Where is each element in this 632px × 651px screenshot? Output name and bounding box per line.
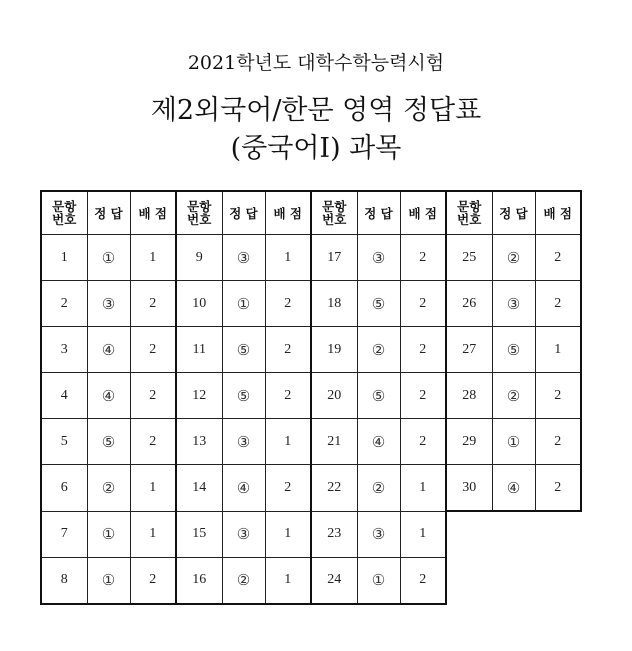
points: 2: [265, 465, 311, 512]
question-number: 20: [311, 373, 357, 419]
header-question-number: [311, 191, 357, 235]
header-number-line2: 번호: [52, 212, 77, 227]
header-number-line1: 문항: [187, 199, 212, 214]
correct-answer: ②: [357, 327, 400, 373]
correct-answer: ③: [222, 419, 265, 465]
question-number: 1: [41, 235, 87, 281]
points: 2: [535, 373, 581, 419]
header-points: 배 점: [130, 191, 176, 235]
question-number: 11: [176, 327, 222, 373]
correct-answer: ②: [492, 373, 535, 419]
points: 1: [265, 235, 311, 281]
question-number: 3: [41, 327, 87, 373]
question-number: 7: [41, 511, 87, 557]
correct-answer: ④: [87, 373, 130, 419]
question-number: 10: [176, 281, 222, 327]
points: 2: [130, 327, 176, 373]
header-answer: 정 답: [87, 191, 130, 235]
correct-answer: ③: [492, 281, 535, 327]
header-question-number: [446, 191, 492, 235]
points: 2: [130, 557, 176, 604]
header-points: 배 점: [400, 191, 446, 235]
question-number: 26: [446, 281, 492, 327]
answer-key-table: [40, 190, 582, 605]
points: 2: [535, 281, 581, 327]
correct-answer: ④: [87, 327, 130, 373]
correct-answer: ③: [87, 281, 130, 327]
empty-area: [446, 557, 581, 604]
points: 2: [400, 281, 446, 327]
answer-table-body: [41, 235, 581, 604]
correct-answer: ①: [87, 235, 130, 281]
points: 2: [400, 419, 446, 465]
points: 1: [265, 511, 311, 557]
question-number: 19: [311, 327, 357, 373]
question-number: 16: [176, 557, 222, 604]
points: 2: [400, 557, 446, 604]
question-number: 13: [176, 419, 222, 465]
points: 2: [265, 281, 311, 327]
points: 1: [400, 465, 446, 512]
points: 2: [535, 419, 581, 465]
question-number: 27: [446, 327, 492, 373]
correct-answer: ②: [87, 465, 130, 512]
question-number: 12: [176, 373, 222, 419]
table-row: [41, 327, 581, 373]
points: 2: [535, 465, 581, 512]
subject-title: (중국어Ⅰ) 과목: [230, 133, 402, 164]
points: 1: [535, 327, 581, 373]
question-number: 4: [41, 373, 87, 419]
table-row: [41, 557, 581, 604]
points: 2: [130, 281, 176, 327]
question-number: 24: [311, 557, 357, 604]
correct-answer: ⑤: [222, 327, 265, 373]
correct-answer: ③: [222, 235, 265, 281]
header-row: [41, 191, 581, 235]
question-number: 6: [41, 465, 87, 512]
table-row: [41, 511, 581, 557]
question-number: 22: [311, 465, 357, 512]
correct-answer: ②: [492, 235, 535, 281]
points: 2: [535, 235, 581, 281]
header-number-line1: 문항: [322, 199, 347, 214]
correct-answer: ⑤: [87, 419, 130, 465]
correct-answer: ⑤: [357, 281, 400, 327]
correct-answer: ④: [357, 419, 400, 465]
correct-answer: ⑤: [357, 373, 400, 419]
correct-answer: ①: [87, 511, 130, 557]
correct-answer: ③: [222, 511, 265, 557]
header-points: 배 점: [535, 191, 581, 235]
header-question-number: [176, 191, 222, 235]
question-number: 30: [446, 465, 492, 512]
table-row: [41, 373, 581, 419]
correct-answer: ②: [222, 557, 265, 604]
points: 2: [130, 419, 176, 465]
header-points: 배 점: [265, 191, 311, 235]
correct-answer: ①: [492, 419, 535, 465]
header-answer: 정 답: [492, 191, 535, 235]
points: 1: [265, 557, 311, 604]
header-number-line2: 번호: [187, 212, 212, 227]
question-number: 21: [311, 419, 357, 465]
points: 2: [400, 327, 446, 373]
correct-answer: ⑤: [492, 327, 535, 373]
question-number: 14: [176, 465, 222, 512]
empty-area: [446, 511, 581, 557]
header-answer: 정 답: [357, 191, 400, 235]
question-number: 8: [41, 557, 87, 604]
points: 2: [265, 327, 311, 373]
question-number: 18: [311, 281, 357, 327]
table-row: [41, 235, 581, 281]
points: 1: [130, 511, 176, 557]
points: 2: [400, 373, 446, 419]
header-number-line1: 문항: [457, 199, 482, 214]
question-number: 5: [41, 419, 87, 465]
answer-key-title: 제2외국어/한문 영역 정답표: [150, 95, 482, 126]
table-row: [41, 419, 581, 465]
question-number: 15: [176, 511, 222, 557]
correct-answer: ①: [222, 281, 265, 327]
header-number-line1: 문항: [52, 199, 77, 214]
correct-answer: ①: [357, 557, 400, 604]
points: 1: [130, 465, 176, 512]
correct-answer: ①: [87, 557, 130, 604]
question-number: 28: [446, 373, 492, 419]
points: 2: [130, 373, 176, 419]
question-number: 23: [311, 511, 357, 557]
correct-answer: ④: [492, 465, 535, 512]
header-question-number: [41, 191, 87, 235]
header-number-line2: 번호: [457, 212, 482, 227]
question-number: 2: [41, 281, 87, 327]
table-row: [41, 465, 581, 512]
question-number: 29: [446, 419, 492, 465]
points: 1: [265, 419, 311, 465]
header-number-line2: 번호: [322, 212, 347, 227]
question-number: 17: [311, 235, 357, 281]
exam-title: 2021학년도 대학수학능력시험: [187, 52, 445, 74]
points: 1: [130, 235, 176, 281]
points: 1: [400, 511, 446, 557]
question-number: 25: [446, 235, 492, 281]
correct-answer: ③: [357, 511, 400, 557]
question-number: 9: [176, 235, 222, 281]
table-row: [41, 281, 581, 327]
header-answer: 정 답: [222, 191, 265, 235]
points: 2: [400, 235, 446, 281]
points: 2: [265, 373, 311, 419]
correct-answer: ③: [357, 235, 400, 281]
correct-answer: ④: [222, 465, 265, 512]
correct-answer: ⑤: [222, 373, 265, 419]
correct-answer: ②: [357, 465, 400, 512]
